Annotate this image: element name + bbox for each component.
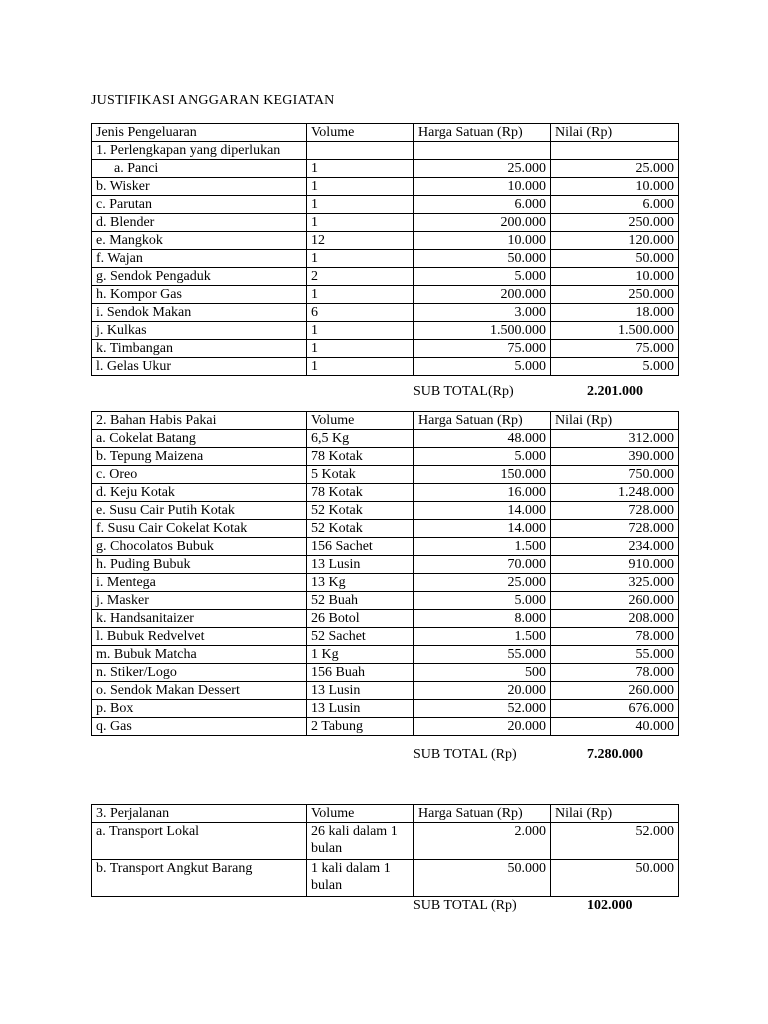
- header-cell: Volume: [307, 124, 414, 142]
- item-cell: f. Wajan: [92, 250, 307, 268]
- header-cell: Nilai (Rp): [551, 124, 679, 142]
- volume-cell: 156 Buah: [307, 664, 414, 682]
- price-cell: 5.000: [414, 268, 551, 286]
- value-cell: 5.000: [551, 358, 679, 376]
- item-cell: d. Keju Kotak: [92, 484, 307, 502]
- item-cell: b. Wisker: [92, 178, 307, 196]
- volume-cell: 1: [307, 160, 414, 178]
- table-row: [92, 232, 679, 250]
- item-cell: c. Oreo: [92, 466, 307, 484]
- volume-cell: 13 Lusin: [307, 682, 414, 700]
- header-cell: Harga Satuan (Rp): [414, 805, 551, 823]
- item-cell: a. Transport Lokal: [92, 823, 307, 860]
- price-cell: 25.000: [414, 574, 551, 592]
- price-cell: 2.000: [414, 823, 551, 860]
- volume-cell: 1: [307, 358, 414, 376]
- item-cell: g. Chocolatos Bubuk: [92, 538, 307, 556]
- table-row: [92, 268, 679, 286]
- volume-cell: 1: [307, 322, 414, 340]
- value-cell: 208.000: [551, 610, 679, 628]
- table-row: [92, 340, 679, 358]
- price-cell: 20.000: [414, 718, 551, 736]
- table-row: [92, 430, 679, 448]
- table-row: [92, 556, 679, 574]
- item-cell: f. Susu Cair Cokelat Kotak: [92, 520, 307, 538]
- value-cell: 325.000: [551, 574, 679, 592]
- volume-cell: 52 Kotak: [307, 520, 414, 538]
- price-cell: 25.000: [414, 160, 551, 178]
- price-cell: 10.000: [414, 232, 551, 250]
- value-cell: 18.000: [551, 304, 679, 322]
- price-cell: 48.000: [414, 430, 551, 448]
- price-cell: 20.000: [414, 682, 551, 700]
- price-cell: 50.000: [414, 250, 551, 268]
- price-cell: 200.000: [414, 286, 551, 304]
- table-row: [92, 322, 679, 340]
- item-cell: e. Susu Cair Putih Kotak: [92, 502, 307, 520]
- table-row: [92, 358, 679, 376]
- table-row: [92, 196, 679, 214]
- header-cell: Volume: [307, 412, 414, 430]
- table-row: [92, 160, 679, 178]
- volume-cell: 2: [307, 268, 414, 286]
- volume-cell: 52 Kotak: [307, 502, 414, 520]
- table-perlengkapan: [91, 123, 679, 376]
- table-row: [92, 466, 679, 484]
- item-cell: q. Gas: [92, 718, 307, 736]
- subtotal-value: 102.000: [587, 898, 633, 913]
- item-cell: a. Cokelat Batang: [92, 430, 307, 448]
- item-cell: b. Transport Angkut Barang: [92, 860, 307, 897]
- value-cell: 910.000: [551, 556, 679, 574]
- volume-cell: 13 Kg: [307, 574, 414, 592]
- table-row: [92, 700, 679, 718]
- value-cell: 75.000: [551, 340, 679, 358]
- price-cell: 14.000: [414, 502, 551, 520]
- volume-cell: 5 Kotak: [307, 466, 414, 484]
- table-header-row: [92, 805, 679, 823]
- price-cell: 52.000: [414, 700, 551, 718]
- value-cell: 260.000: [551, 592, 679, 610]
- value-cell: 750.000: [551, 466, 679, 484]
- item-cell: i. Mentega: [92, 574, 307, 592]
- value-cell: 1.500.000: [551, 322, 679, 340]
- volume-cell: 156 Sachet: [307, 538, 414, 556]
- subtotal-label: SUB TOTAL (Rp): [413, 898, 517, 913]
- table-header-row: [92, 124, 679, 142]
- volume-cell: 52 Sachet: [307, 628, 414, 646]
- price-cell: 3.000: [414, 304, 551, 322]
- table-row: [92, 538, 679, 556]
- item-cell: a. Panci: [92, 160, 307, 178]
- table-row: [92, 574, 679, 592]
- price-cell: 6.000: [414, 196, 551, 214]
- volume-cell: 52 Buah: [307, 592, 414, 610]
- table-bahan-habis-pakai: [91, 411, 679, 736]
- value-cell: 10.000: [551, 268, 679, 286]
- table-row: [92, 682, 679, 700]
- value-cell: 25.000: [551, 160, 679, 178]
- item-cell: i. Sendok Makan: [92, 304, 307, 322]
- value-cell: 50.000: [551, 860, 679, 897]
- price-cell: 55.000: [414, 646, 551, 664]
- table-row: [92, 664, 679, 682]
- volume-cell: 26 kali dalam 1 bulan: [307, 823, 414, 860]
- price-cell: 8.000: [414, 610, 551, 628]
- table-header-row: [92, 412, 679, 430]
- item-cell: k. Timbangan: [92, 340, 307, 358]
- item-cell: d. Blender: [92, 214, 307, 232]
- value-cell: 234.000: [551, 538, 679, 556]
- volume-cell: 1 kali dalam 1 bulan: [307, 860, 414, 897]
- table-row: [92, 520, 679, 538]
- volume-cell: 78 Kotak: [307, 448, 414, 466]
- table-row: [92, 214, 679, 232]
- table-row: [92, 718, 679, 736]
- table-row: [92, 178, 679, 196]
- subtotal-label: SUB TOTAL (Rp): [413, 747, 517, 762]
- header-cell: 3. Perjalanan: [92, 805, 307, 823]
- value-cell: 10.000: [551, 178, 679, 196]
- table-row: [92, 823, 679, 860]
- table-row: [92, 646, 679, 664]
- header-cell: Volume: [307, 805, 414, 823]
- value-cell: 250.000: [551, 286, 679, 304]
- table-row: [92, 502, 679, 520]
- item-cell: k. Handsanitaizer: [92, 610, 307, 628]
- table-row: [92, 860, 679, 897]
- volume-cell: 1: [307, 250, 414, 268]
- price-cell: 16.000: [414, 484, 551, 502]
- value-cell: 120.000: [551, 232, 679, 250]
- value-cell: 260.000: [551, 682, 679, 700]
- price-cell: 5.000: [414, 592, 551, 610]
- item-cell: e. Mangkok: [92, 232, 307, 250]
- value-cell: 6.000: [551, 196, 679, 214]
- volume-cell: 1: [307, 178, 414, 196]
- header-cell: Nilai (Rp): [551, 412, 679, 430]
- price-cell: 150.000: [414, 466, 551, 484]
- value-cell: 55.000: [551, 646, 679, 664]
- header-cell: Jenis Pengeluaran: [92, 124, 307, 142]
- price-cell: 50.000: [414, 860, 551, 897]
- subtotal-value: 7.280.000: [587, 747, 643, 762]
- item-cell: o. Sendok Makan Dessert: [92, 682, 307, 700]
- table-perjalanan: [91, 804, 679, 897]
- volume-cell: 12: [307, 232, 414, 250]
- item-cell: j. Masker: [92, 592, 307, 610]
- item-cell: n. Stiker/Logo: [92, 664, 307, 682]
- header-cell: 2. Bahan Habis Pakai: [92, 412, 307, 430]
- price-cell: 1.500: [414, 628, 551, 646]
- price-cell: 75.000: [414, 340, 551, 358]
- value-cell: 312.000: [551, 430, 679, 448]
- item-cell: c. Parutan: [92, 196, 307, 214]
- volume-cell: 2 Tabung: [307, 718, 414, 736]
- volume-cell: 6: [307, 304, 414, 322]
- price-cell: 14.000: [414, 520, 551, 538]
- price-cell: 200.000: [414, 214, 551, 232]
- value-cell: 40.000: [551, 718, 679, 736]
- price-cell: 5.000: [414, 448, 551, 466]
- subtotal-label: SUB TOTAL(Rp): [413, 384, 514, 399]
- volume-cell: 1 Kg: [307, 646, 414, 664]
- price-cell: 10.000: [414, 178, 551, 196]
- value-cell: 50.000: [551, 250, 679, 268]
- volume-cell: 1: [307, 286, 414, 304]
- subtotal-value: 2.201.000: [587, 384, 643, 399]
- volume-cell: 6,5 Kg: [307, 430, 414, 448]
- table-row: [92, 304, 679, 322]
- price-cell: 70.000: [414, 556, 551, 574]
- value-cell: 78.000: [551, 664, 679, 682]
- item-cell: l. Gelas Ukur: [92, 358, 307, 376]
- header-cell: Harga Satuan (Rp): [414, 412, 551, 430]
- price-cell: 1.500.000: [414, 322, 551, 340]
- table-row: [92, 286, 679, 304]
- section-label: 1. Perlengkapan yang diperlukan: [92, 142, 307, 160]
- value-cell: 78.000: [551, 628, 679, 646]
- item-cell: h. Puding Bubuk: [92, 556, 307, 574]
- table-row: [92, 628, 679, 646]
- price-cell: 1.500: [414, 538, 551, 556]
- item-cell: m. Bubuk Matcha: [92, 646, 307, 664]
- volume-cell: 1: [307, 214, 414, 232]
- value-cell: 728.000: [551, 520, 679, 538]
- value-cell: 1.248.000: [551, 484, 679, 502]
- table-row: [92, 592, 679, 610]
- value-cell: 728.000: [551, 502, 679, 520]
- table-row: [92, 610, 679, 628]
- volume-cell: 1: [307, 340, 414, 358]
- value-cell: 52.000: [551, 823, 679, 860]
- volume-cell: 13 Lusin: [307, 556, 414, 574]
- item-cell: l. Bubuk Redvelvet: [92, 628, 307, 646]
- item-cell: j. Kulkas: [92, 322, 307, 340]
- price-cell: 5.000: [414, 358, 551, 376]
- value-cell: 250.000: [551, 214, 679, 232]
- price-cell: 500: [414, 664, 551, 682]
- value-cell: 676.000: [551, 700, 679, 718]
- value-cell: 390.000: [551, 448, 679, 466]
- header-cell: Harga Satuan (Rp): [414, 124, 551, 142]
- volume-cell: 1: [307, 196, 414, 214]
- item-cell: h. Kompor Gas: [92, 286, 307, 304]
- item-cell: p. Box: [92, 700, 307, 718]
- volume-cell: 13 Lusin: [307, 700, 414, 718]
- table-row: [92, 250, 679, 268]
- header-cell: Nilai (Rp): [551, 805, 679, 823]
- item-cell: b. Tepung Maizena: [92, 448, 307, 466]
- table-row: [92, 484, 679, 502]
- document-title: JUSTIFIKASI ANGGARAN KEGIATAN: [91, 93, 335, 108]
- table-row: [92, 448, 679, 466]
- item-cell: g. Sendok Pengaduk: [92, 268, 307, 286]
- volume-cell: 26 Botol: [307, 610, 414, 628]
- section-row: [92, 142, 679, 160]
- volume-cell: 78 Kotak: [307, 484, 414, 502]
